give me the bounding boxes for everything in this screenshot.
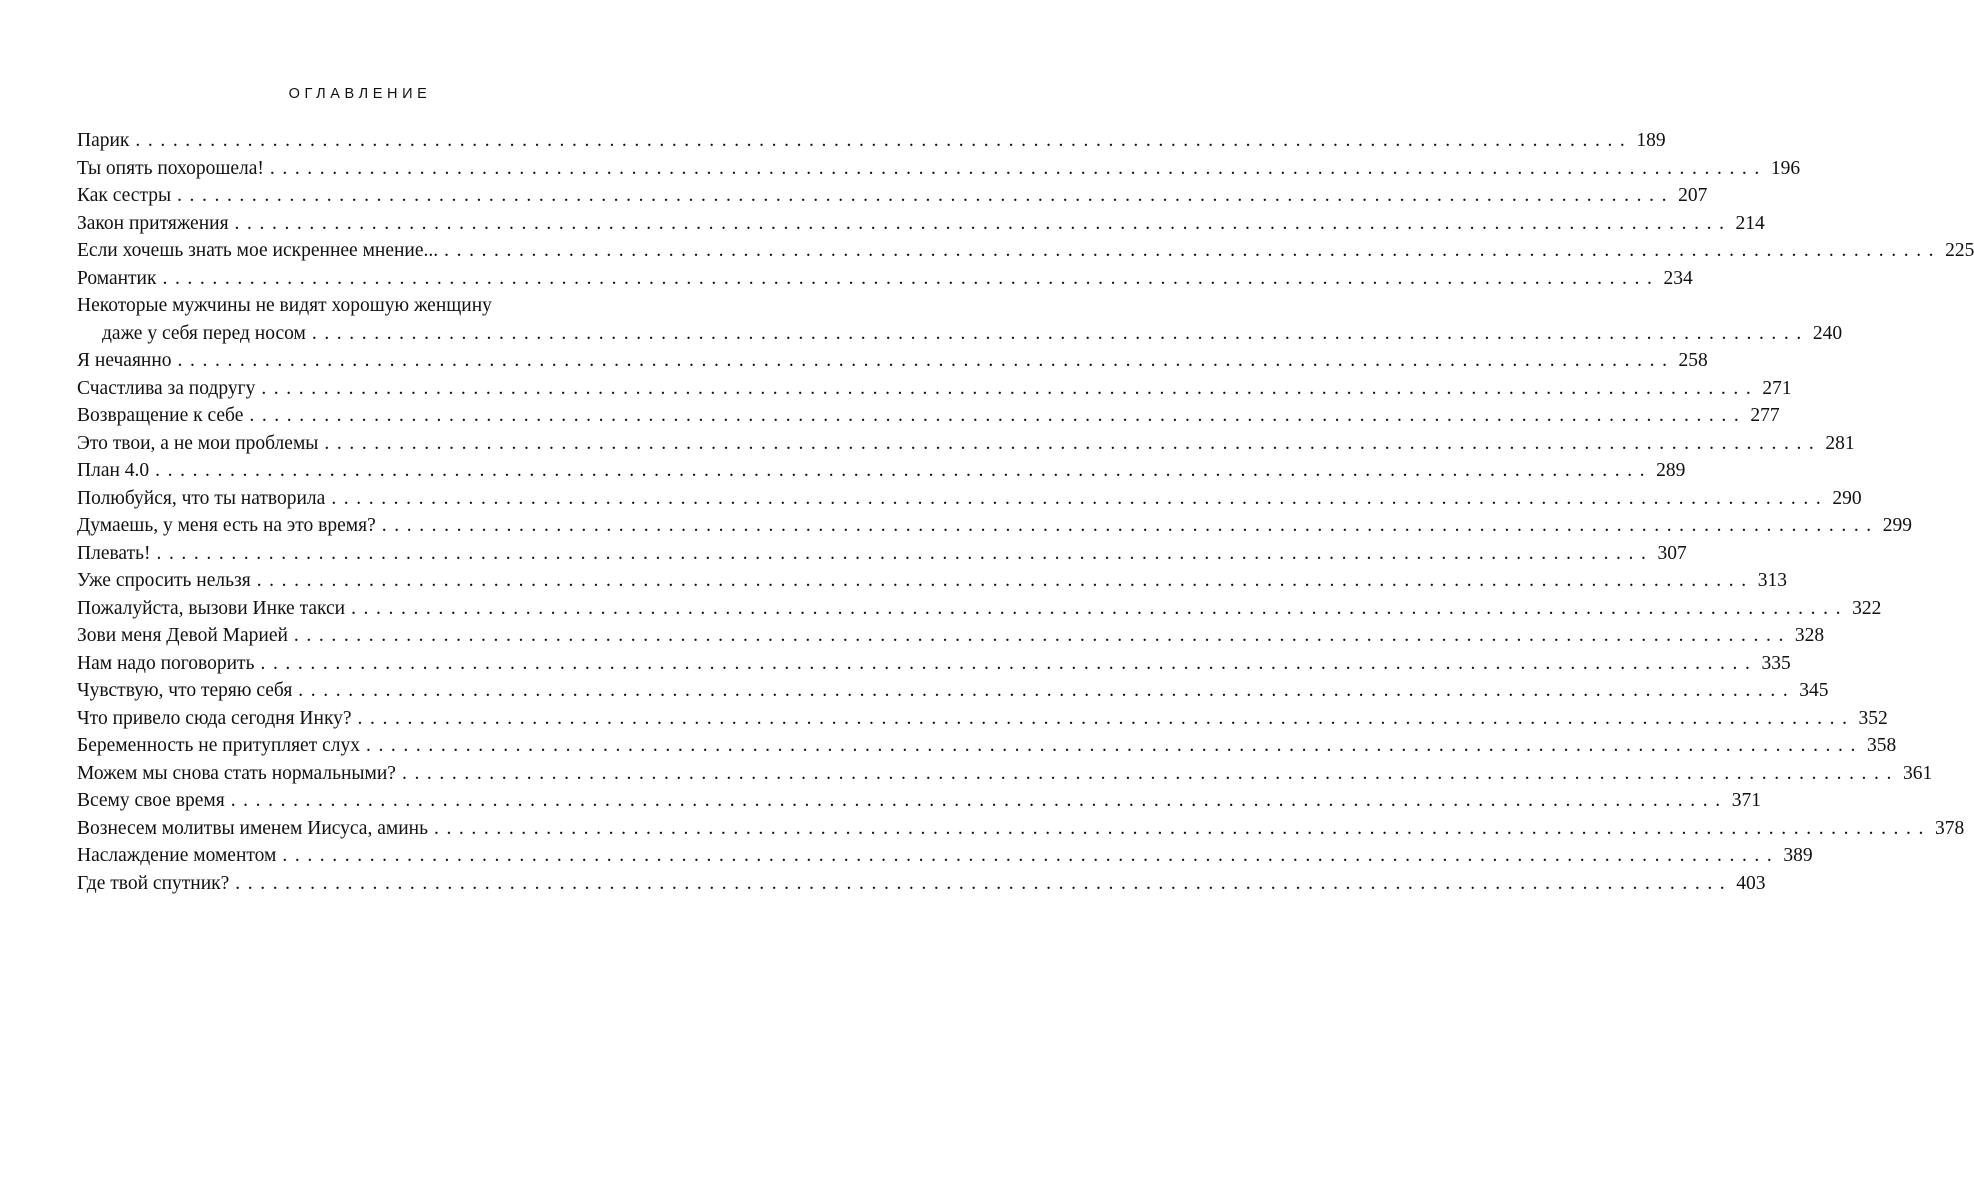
toc-entry-title: Можем мы снова стать нормальными? [77, 762, 396, 784]
toc-entry [77, 512, 1913, 540]
toc-entry [77, 375, 1792, 403]
toc-entry [77, 842, 1813, 870]
toc-entry [77, 155, 1801, 183]
toc-entry-page: 358 [1866, 735, 1897, 756]
toc-entry-page: 196 [1770, 157, 1801, 179]
dot-leader: ........................................................................................................................ [235, 872, 1733, 894]
dot-leader: ........................................................................................................................ [156, 542, 1654, 564]
toc-entry-page: 214 [1735, 212, 1765, 234]
toc-entry-title: Уже спросить нельзя [77, 570, 251, 591]
toc-entry [77, 705, 1888, 733]
dot-leader: ........................................................................................................................ [177, 185, 1675, 206]
dot-leader: ........................................................................................................................ [155, 460, 1653, 481]
toc-entry [77, 870, 1766, 898]
toc-entry-page: 328 [1794, 625, 1825, 646]
toc-entry [77, 320, 1843, 348]
toc-entry-page: 307 [1657, 542, 1687, 564]
toc-entry [77, 265, 1693, 293]
toc-entry-title: Ты опять похорошела! [77, 157, 264, 179]
toc-entry-title: Некоторые мужчины не видят хорошую женщину [77, 295, 492, 316]
dot-leader: ........................................................................................................................ [293, 625, 1791, 646]
toc-entry-title: Думаешь, у меня есть на это время? [77, 515, 376, 536]
toc-entry-page: 313 [1757, 570, 1787, 591]
toc-entry-title: Романтик [77, 267, 157, 289]
dot-leader: ........................................................................................................................ [269, 157, 1767, 179]
dot-leader: ........................................................................................................................ [162, 267, 1660, 289]
toc-entry [77, 182, 1708, 210]
toc-entry-page: 225 [1945, 240, 1974, 261]
dot-leader: ........................................................................................................................ [331, 487, 1829, 509]
toc-entry [77, 402, 1780, 430]
toc-entry-page: 299 [1882, 515, 1913, 536]
toc-entry [77, 127, 1666, 155]
toc-entry [77, 457, 1686, 485]
dot-leader: ........................................................................................................................ [261, 377, 1759, 399]
dot-leader: ........................................................................................................................ [135, 130, 1633, 151]
toc-entry-title: Нам надо поговорить [77, 652, 255, 674]
toc-entry-title: Полюбуйся, что ты натворила [77, 487, 326, 509]
toc-entry-title: План 4.0 [77, 460, 150, 481]
dot-leader: ........................................................................................................................ [256, 570, 1754, 591]
dot-leader: ........................................................................................................................ [298, 680, 1796, 701]
toc-entry-title: Пожалуйста, вызови Инке такси [77, 597, 346, 619]
toc-entry [77, 430, 1855, 458]
toc-entry-title: Всему свое время [77, 790, 225, 811]
toc-entry-title: Вознесем молитвы именем Иисуса, аминь [77, 817, 428, 839]
toc-entry [77, 485, 1862, 513]
toc-entry-page: 361 [1902, 762, 1933, 784]
toc-entry-page: 371 [1731, 790, 1761, 811]
toc-entry-page: 207 [1678, 185, 1708, 206]
toc-entry-title: Где твой спутник? [77, 872, 230, 894]
toc-entry-page: 240 [1812, 322, 1843, 344]
toc-entry [77, 677, 1829, 705]
toc-entry [77, 815, 1965, 843]
toc-entry [77, 732, 1897, 760]
table-of-contents [77, 127, 1974, 897]
toc-entry-title: Парик [77, 130, 130, 151]
dot-leader: ........................................................................................................................ [401, 762, 1899, 784]
toc-entry-page: 290 [1832, 487, 1862, 509]
toc-entry-page: 352 [1858, 707, 1888, 729]
dot-leader: ........................................................................................................................ [177, 350, 1675, 371]
toc-entry-page: 403 [1736, 872, 1766, 894]
toc-entry-continuation: даже у себя перед носом [102, 322, 306, 344]
toc-entry [77, 540, 1687, 568]
toc-entry-page: 271 [1762, 377, 1792, 399]
toc-entry-title: Плевать! [77, 542, 151, 564]
toc-entry-page: 335 [1761, 652, 1791, 674]
toc-entry-page: 277 [1750, 405, 1780, 426]
dot-leader: ........................................................................................................................ [357, 707, 1855, 729]
dot-leader: ........................................................................................................................ [381, 515, 1879, 536]
dot-leader: ........................................................................................................................ [444, 240, 1942, 261]
toc-entry [77, 622, 1825, 650]
dot-leader: ........................................................................................................................ [230, 790, 1728, 811]
dot-leader: ........................................................................................................................ [365, 735, 1863, 756]
toc-entry-title: Возвращение к себе [77, 405, 244, 426]
toc-entry [77, 567, 1787, 595]
toc-entry-page: 234 [1663, 267, 1693, 289]
toc-entry-page: 258 [1678, 350, 1708, 371]
dot-leader: ........................................................................................................................ [324, 432, 1822, 454]
toc-entry-page: 345 [1799, 680, 1829, 701]
toc-entry-page: 378 [1934, 817, 1965, 839]
dot-leader: ........................................................................................................................ [234, 212, 1732, 234]
toc-entry-page: 322 [1852, 597, 1882, 619]
toc-entry [77, 595, 1882, 623]
toc-entry-title: Что привело сюда сегодня Инку? [77, 707, 352, 729]
toc-entry [77, 760, 1933, 788]
toc-entry [77, 210, 1765, 238]
toc-entry-title: Если хочешь знать мое искреннее мнение... [77, 240, 439, 261]
toc-entry-page: 281 [1825, 432, 1855, 454]
toc-entry-page: 289 [1656, 460, 1686, 481]
dot-leader: ........................................................................................................................ [311, 322, 1809, 344]
dot-leader: ........................................................................................................................ [282, 845, 1780, 866]
toc-entry [77, 237, 1974, 265]
toc-entry [77, 650, 1791, 678]
toc-entry-title: Наслаждение моментом [77, 845, 277, 866]
toc-entry-title: Зови меня Девой Марией [77, 625, 288, 646]
toc-entry [77, 787, 1761, 815]
toc-entry [77, 347, 1708, 375]
dot-leader: ........................................................................................................................ [433, 817, 1931, 839]
toc-entry-title: Чувствую, что теряю себя [77, 680, 293, 701]
toc-entry-title: Счастлива за подругу [77, 377, 256, 399]
toc-entry-title: Я нечаянно [77, 350, 172, 371]
toc-entry-page: 389 [1783, 845, 1813, 866]
dot-leader: ........................................................................................................................ [351, 597, 1849, 619]
toc-entry-page: 189 [1636, 130, 1666, 151]
toc-entry-title: Беременность не притупляет слух [77, 735, 360, 756]
toc-entry-title: Закон притяжения [77, 212, 229, 234]
toc-entry-title: Как сестры [77, 185, 172, 206]
page-title: ОГЛАВЛЕНИЕ [288, 86, 432, 102]
toc-entry-title: Это твои, а не мои проблемы [77, 432, 319, 454]
dot-leader: ........................................................................................................................ [249, 405, 1747, 426]
dot-leader: ........................................................................................................................ [260, 652, 1758, 674]
